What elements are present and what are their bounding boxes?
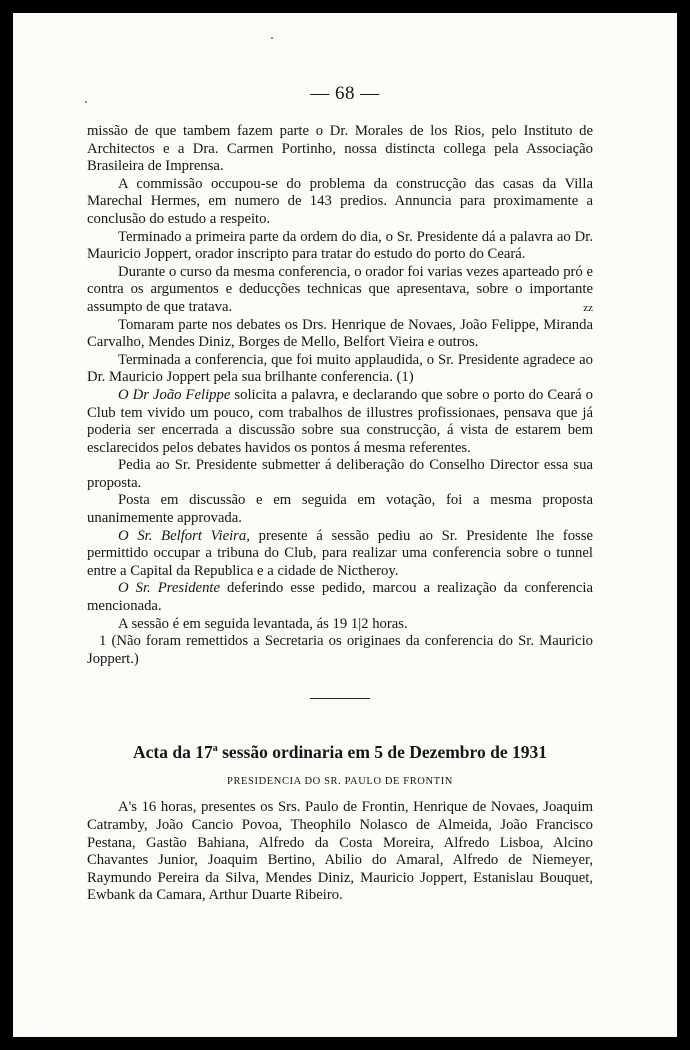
paragraph: O Sr. Presidente deferindo esse pedido, marcou a realização da conferencia mencionada. [87, 580, 593, 615]
paragraph: O Dr João Felippe solicita a palavra, e declarando que sobre o porto do Ceará o Club tem vivido um pouco, com trabalhos de illustres profissionaes, pensava que já poderia ser encerrada a discussão sobre sua construcção, á vista de estarem bem esclarecidos pelos debates havidos os pontos á mesma referentes. [87, 386, 593, 456]
paragraph: missão de que tambem fazem parte o Dr. Morales de los Rios, pelo Instituto de Architectos e a Dra. Carmen Portinho, nossa distincta collega pela Associação Brasileira de Imprensa. [87, 123, 593, 175]
section-title: Acta da 17$^a$ sessão ordinaria em 5 de Dezembro de 1931 [133, 742, 547, 763]
section-subtitle: PRESIDENCIA DO SR. PAULO DE FRONTIN [227, 776, 453, 788]
footnote: 1 (Não foram remettidos a Secretaria os originaes da conferencia do Sr. Mauricio Joppert.) [87, 633, 593, 667]
speaker-name: O Sr. Presidente [118, 580, 221, 597]
print-speck [271, 37, 273, 39]
speaker-name: O Sr. Belfort Vieira, [118, 527, 250, 544]
section-divider [310, 698, 370, 699]
paragraph: Terminado a primeira parte da ordem do dia, o Sr. Presidente dá a palavra ao Dr. Mauricio Joppert, orador inscripto para tratar do estudo do porto do Ceará. [87, 228, 593, 263]
speaker-name: O Dr João Felippe [118, 386, 231, 403]
paragraph: Durante o curso da mesma conferencia, o orador foi varias vezes aparteado pró e contra os argumentos e deducções technicas que apresentava, sobre o importante assumpto de que tratava. [87, 263, 593, 315]
paragraph: A sessão é em seguida levantada, ás 19 1|2 horas. [118, 615, 408, 632]
paragraph: Pedia ao Sr. Presidente submetter á deliberação do Conselho Director essa sua proposta. [87, 457, 593, 491]
paragraph: Posta em discussão e em seguida em votação, foi a mesma proposta unanimemente approvada. [87, 492, 593, 527]
page-number: — 68 — [310, 83, 380, 104]
paragraph: A commissão occupou-se do problema da construcção das casas da Villa Marechal Hermes, em numero de 143 predios. Annuncia para proximamente a conclusão do estudo a respeito. [87, 175, 593, 227]
paragraph: O Sr. Belfort Vieira, presente á sessão pediu ao Sr. Presidente lhe fosse permittido occupar a tribuna do Club, para realizar uma conferencia sobre o tunnel entre a Capital da Republica e a cidade de Nictheroy. [87, 527, 593, 579]
paragraph: Terminada a conferencia, que foi muito applaudida, o Sr. Presidente agradece ao Dr. Mauricio Joppert pela sua brilhante conferencia. (1) [87, 351, 593, 386]
paragraph: Tomaram parte nos debates os Drs. Henrique de Novaes, João Felippe, Miranda Carvalho, Mendes Diniz, Borges de Mello, Belfort Vieira e outros. [87, 316, 593, 351]
document-page [13, 13, 677, 1037]
paragraph: A's 16 horas, presentes os Srs. Paulo de Frontin, Henrique de Novaes, Joaquim Catramby, João Cancio Povoa, Theophilo Nolasco de Almeida, João Francisco Pestana, Gastão Bahiana, Alfredo da Costa Moreira, Alfredo Lisboa, Alcino Chavantes Junior, Joaquim Bertino, Abilio do Amaral, Alfredo de Niemeyer, Raymundo Pereira da Silva, Mendes Diniz, Mauricio Joppert, Estanislau Bouquet, Ewbank da Camara, Arthur Duarte Ribeiro. [87, 799, 593, 904]
text-column: missão de que tambem fazem parte o Dr. Morales de los Rios, pelo Instituto de Architectos e a Dra. Carmen Portinho, nossa distincta collega pela Associação Brasileira de Imprensa. A commissão occupou-se do problema da construcção das casas da Villa Marechal Hermes, em numero de 143 predios. Annuncia para proximamente a conclusão do estudo a respeito. Terminado a primeira parte da ordem do dia, o Sr. Presidente dá a palavra ao Dr. Mauricio Joppert, orador inscripto para tratar do estudo do porto do Ceará. Durante o curso da mesma conferencia, o orador foi varias vezes aparteado pró e contra os argumentos e deducções technicas que apresentava, sobre o importante assumpto de que tratava. zz Tomaram parte nos debates os Drs. Henrique de Novaes, João Felippe, Miranda Carvalho, Mendes Diniz, Borges de Mello, Belfort Vieira e outros. Terminada a conferencia, que foi muito applaudida, o Sr. Presidente agradece ao Dr. Mauricio Joppert pela sua brilhante conferencia. (1) O Dr João Felippe solicita a palavra, e declarando que sobre o porto do Ceará o Club tem vivido um pouco, com trabalhos de illustres profissionaes, pensava que já poderia ser encerrada a discussão sobre sua construcção, á vista de estarem bem esclarecidos pelos debates havidos os pontos á mesma referentes. Pedia ao Sr. Presidente submetter á deliberação do Conselho Director essa sua proposta. Posta em discussão e em seguida em votação, foi a mesma proposta unanimemente approvada. O Sr. Belfort Vieira, presente á sessão pediu ao Sr. Presidente lhe fosse permittido occupar a tribuna do Club, para realizar uma conferencia sobre o tunnel entre a Capital da Republica e a cidade de Nictheroy. O Sr. Presidente deferindo esse pedido, marcou a realização da conferencia mencionada. A sessão é em seguida levantada, ás 19 1|2 horas. 1 (Não foram remettidos a Secretaria os originaes da conferencia do Sr. Mauricio Joppert.) Acta da 17$^a$ sessão ordinaria em 5 de Dezembro de 1931 PRESIDENCIA DO SR. PAULO DE FRONTIN A's 16 horas, presentes os Srs. Paulo de Frontin, Henrique de Novaes, Joaquim Catramby, João Cancio Povoa, Theophilo Nolasco de Almeida, João Francisco Pestana, Gastão Bahiana, Alfredo da Costa Moreira, Alfredo Lisboa, Alcino Chavantes Junior, Joaquim Bertino, Abilio do Amaral, Alfredo de Niemeyer, Raymundo Pereira da Silva, Mendes Diniz, Mauricio Joppert, Estanislau Bouquet, Ewbank da Camara, Arthur Duarte Ribeiro. [87, 123, 593, 904]
